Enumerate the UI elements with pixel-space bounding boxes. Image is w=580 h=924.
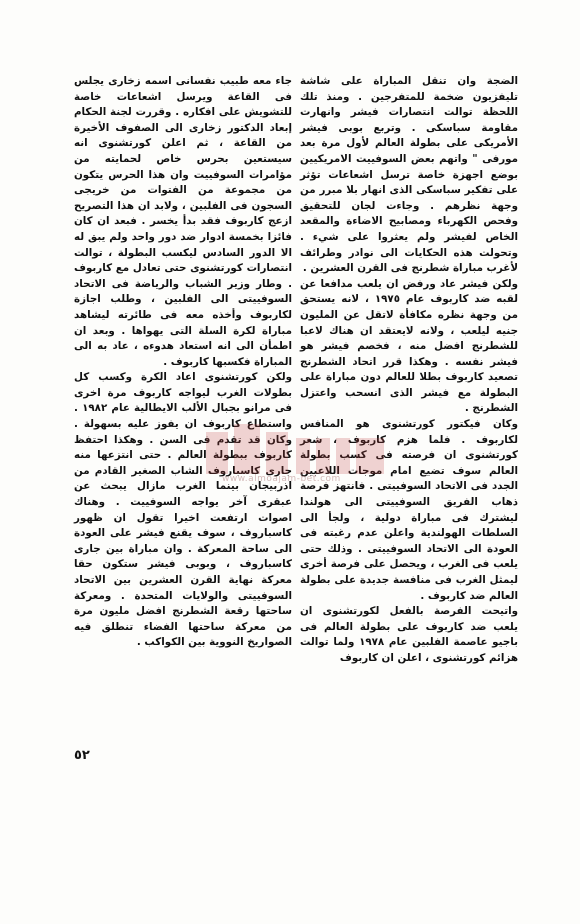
paragraph: واتيحت الفرصة بالفعل لكورتشنوى ان يلعب ضد كاربوف على بطولة العالم فى باجيو عاصمة الفلبين عام ١٩٧٨ ولما توالت هزائم كورتشنوى ، اعلن ان كاربوف: [300, 605, 518, 664]
watermark-text: www.almoajam-bet.com: [222, 474, 341, 484]
paragraph: الضجة وان تنقل المباراة على شاشة تليفزيون ضخمة للمتفرجين . ومنذ تلك اللحظة توالت انتصارات فيشر وانهارت مقاومة سباسكى . وتربع بوبى فيشر الأمريكى على بطولة العالم لأول مرة بعد مورفى " واتهم بعض السوفييت الامريكيين بوضع اجهزة خاصة ترسل اشعاعات تؤثر على تفكير سباسكى الذى انهار بلا مبرر من وجهة نظرهم . وجاءت لجان للتحقيق وفحص الكهرباء ومصابيح الاضاءة والمقعد الخاص لفيشر ولم يعثروا على شيء . وتحولت هذه الحكايات الى نوادر وطرائف لأغرب مباراة شطرنج فى القرن العشرين .: [300, 75, 518, 275]
paragraph: وكان فيكتور كورتشنوى هو المنافس لكاربوف . فلما هزم كاربوف ، شعر كورتشنوى ان فرصته فى كسب بطولة العالم سوف تضيع امام موجات اللاعبين الجدد فى الاتحاد السوفييتى . فانتهز فرصة ذهاب الفريق السوفييتى الى هولندا ليشترك فى مباراة دولية ، ولجأ الى السلطات الهولندية واعلن عدم رغبته فى العودة الى الاتحاد السوفييتى . وذلك حتى يلعب فى الغرب ، ويحصل على فرصة أخرى ليمثل الغرب فى منافسة جديدة على بطولة العالم ضد كاربوف .: [300, 418, 518, 602]
paragraph: جاء معه طبيب نفسانى اسمه زخارى يجلس فى القاعة ويرسل اشعاعات خاصة للتشويش على افكاره . وقررت لجنة الحكام إبعاد الدكتور زخارى الى الصفوف الأخيرة من القاعة ، ثم اعلن كورتشنوى انه سيستعين بحرس خاص لحمايته من مؤامرات السوفييت وان هذا الحرس يتكون من مجموعة من الفتوات من خريجى السجون فى الفلبين ، ولابد ان هذا التصريح ازعج كاربوف فقد بدأ يخسر . فبعد ان كان فائزا بخمسة ادوار ضد دور واحد ولم يبق له الا الدور السادس ليكسب البطولة ، توالت انتصارات كورتشنوى حتى تعادل مع كاربوف . وطار وزير الشباب والرياضة فى الاتحاد السوفييتى الى الفلبين ، وطلب اجازة لكاربوف وأخذه معه فى طائرته ليشاهد مباراة لكرة السلة التى يهواها . وبعد ان اطمأن الى انه استعاد هدوءه ، عاد به الى المباراة فكسبها كاربوف .: [74, 75, 292, 368]
article-column-right: [300, 74, 518, 667]
article-column-left: [74, 74, 292, 651]
paragraph: ولكن كورتشنوى اعاد الكرة وكسب كل بطولات الغرب ليواجه كاربوف مرة اخرى فى مرانو بجبال الألب الايطالية عام ١٩٨٢ . واستطاع كاربوف ان يفوز عليه بسهولة . وكان قد تقدم فى السن . وهكذا احتفظ كاربوف ببطولة العالم . حتى انتزعها منه جارى كاسباروف الشاب الصغير القادم من اذربيجان بينما الغرب مازال يبحث عن عبقرى آخر يواجه السوفييت . وهناك اصوات ارتفعت اخيرا تقول ان ظهور كاسباروف ، سوف يقنع فيشر على العودة الى ساحة المعركة . وان مباراة بين جارى كاسباروف ، وبوبى فيشر ستكون حقا معركة نهاية القرن العشرين بين الاتحاد السوفييتى والولايات المتحدة . ومعركة ساحتها رقعة الشطرنج افضل مليون مرة من معركة ساحتها الفضاء تنطلق فيه الصواريخ النووية بين الكواكب .: [74, 371, 293, 649]
page-number: ٥٢: [74, 748, 90, 763]
paragraph: ولكن فيشر عاد ورفض ان يلعب مدافعا عن لقبه ضد كاربوف عام ١٩٧٥ ، لانه يستحق من وجهة نظره مكافأة لاتقل عن المليون جنيه ليلعب ، ولانه لايعتقد ان هناك لاعبا للشطرنج افضل منه ، فخصم فيشر هو فيشر نفسه . وهكذا قرر اتحاد الشطرنج تصعيد كاربوف بطلا للعالم دون مباراة على البطولة مع فيشر الذى انسحب واعتزل الشطرنج .: [300, 277, 518, 415]
